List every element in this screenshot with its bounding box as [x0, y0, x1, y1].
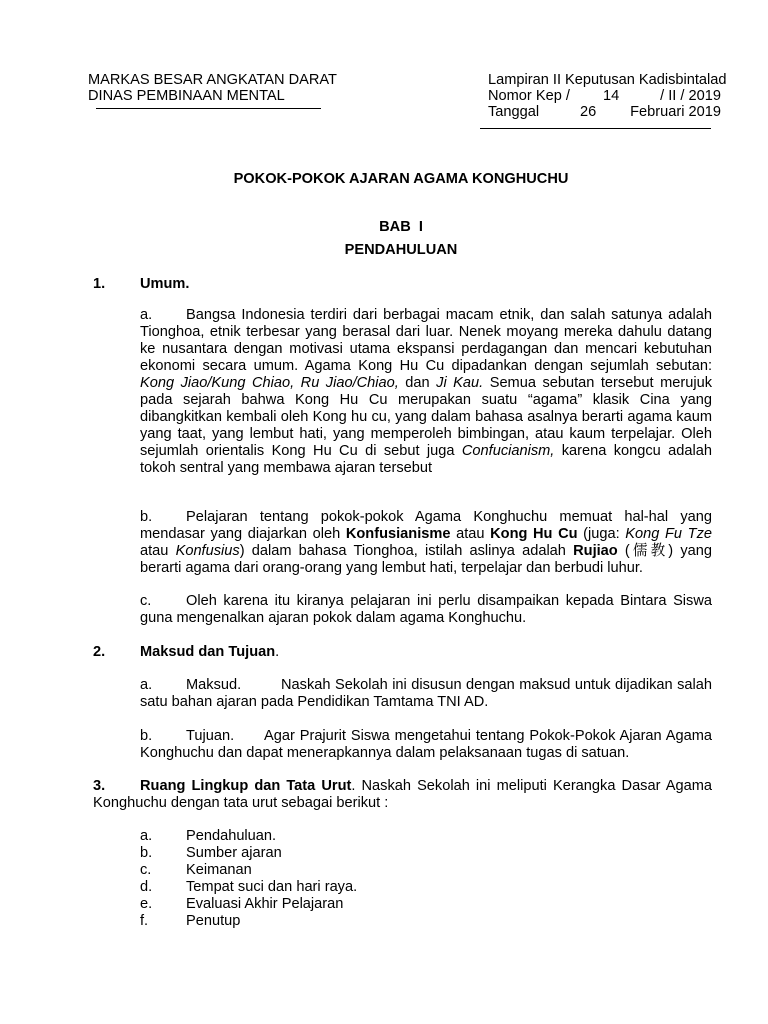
- header-left-rule: [96, 108, 321, 109]
- list-item: f. Penutup: [140, 913, 241, 929]
- chapter-number: BAB I: [379, 219, 423, 235]
- tanggal-day: 26: [580, 104, 597, 120]
- chapter-title: PENDAHULUAN: [344, 242, 458, 258]
- section-3-list: [140, 828, 357, 930]
- section-1-heading: Umum.: [140, 276, 190, 292]
- org-line-1: MARKAS BESAR ANGKATAN DARAT: [88, 72, 337, 88]
- section-1-paragraph-c: c. Oleh karena itu kiranya pelajaran ini perlu disampaikan kepada Bintara Siswa guna mengenalkan ajaran pokok dalam agama Konghuchu.: [140, 593, 712, 626]
- tanggal-month: Februari 2019: [630, 104, 721, 120]
- section-3-number: 3.: [93, 778, 106, 794]
- nomor-month: / II / 2019: [660, 88, 721, 104]
- list-item: e. Evaluasi Akhir Pelajaran: [140, 896, 344, 912]
- section-3-paragraph: 3. Ruang Lingkup dan Tata Urut. Naskah Sekolah ini meliputi Kerangka Dasar Agama Konghuchu dengan tata urut sebagai berikut :: [93, 778, 712, 811]
- paragraph-label: a.: [140, 677, 153, 693]
- section-2-paragraph-a: a. Maksud. Naskah Sekolah ini disusun dengan maksud untuk dijadikan salah satu bahan ajaran pada Pendidikan Tamtama TNI AD.: [140, 677, 712, 710]
- header-attachment: [488, 72, 727, 120]
- list-item: d. Tempat suci dan hari raya.: [140, 879, 358, 895]
- section-2-paragraph-b: b. Tujuan. Agar Prajurit Siswa mengetahui tentang Pokok-Pokok Ajaran Agama Konghuchu dan dapat menerapkannya dalam pelaksanaan tugas di satuan.: [140, 728, 712, 761]
- attachment-line: Lampiran II Keputusan Kadisbintalad: [488, 72, 727, 88]
- section-3-heading: Ruang Lingkup dan Tata Urut: [140, 778, 352, 794]
- header-organization: [88, 72, 337, 104]
- paragraph-label: b.: [140, 728, 153, 744]
- section-2-heading: Maksud dan Tujuan.: [140, 644, 280, 660]
- list-item: a. Pendahuluan.: [140, 828, 277, 844]
- section-1-paragraph-a: a. Bangsa Indonesia terdiri dari berbagai macam etnik, dan salah satunya adalah Tionghoa, etnik terbesar yang berasal dari luar. Nenek moyang mereka dahulu datang ke nusantara dengan motivasi utama ekspansi perdagangan dan mencari kebutuhan ekonomi secara umum. Agama Kong Hu Cu dipadankan dengan sejumlah sebutan: Kong Jiao/Kung Chiao, Ru Jiao/Chiao, dan Ji Kau. Semua sebutan tersebut merujuk pada sejarah bahwa Kong Hu Cu merupakan suatu “agama” klasik Cina yang dibangkitkan kembali oleh Kong hu cu, yang dalam bahasa asalnya berarti agama kaum yang taat, yang lembut hati, yang memperoleh bimbingan, atau kaum terpelajar. Oleh sejumlah orientalis Kong Hu Cu di sebut juga Confucianism, karena kongcu adalah tokoh sentral yang membawa ajaran tersebut: [140, 307, 713, 476]
- section-1-paragraph-b: b. Pelajaran tentang pokok-pokok Agama Konghuchu memuat hal-hal yang mendasar yang diajarkan oleh Konfusianisme atau Kong Hu Cu (juga: Kong Fu Tze atau Konfusius) dalam bahasa Tionghoa, istilah aslinya adalah Rujiao (儒教) yang berarti agama dari orang-orang yang lembut hati, terpelajar dan berbudi luhur.: [140, 509, 712, 576]
- section-1-number: 1.: [93, 276, 106, 292]
- paragraph-label: c.: [140, 593, 152, 609]
- nomor-number: 14: [603, 88, 620, 104]
- tanggal-label: Tanggal: [488, 104, 540, 120]
- org-line-2: DINAS PEMBINAAN MENTAL: [88, 88, 285, 104]
- section-2-number: 2.: [93, 644, 106, 660]
- list-item: b. Sumber ajaran: [140, 845, 282, 861]
- paragraph-label: b.: [140, 509, 153, 525]
- paragraph-label: a.: [140, 307, 153, 323]
- nomor-label: Nomor Kep /: [488, 88, 570, 104]
- list-item: c. Keimanan: [140, 862, 252, 878]
- header-right-rule: [480, 128, 711, 129]
- document-title: POKOK-POKOK AJARAN AGAMA KONGHUCHU: [233, 171, 569, 187]
